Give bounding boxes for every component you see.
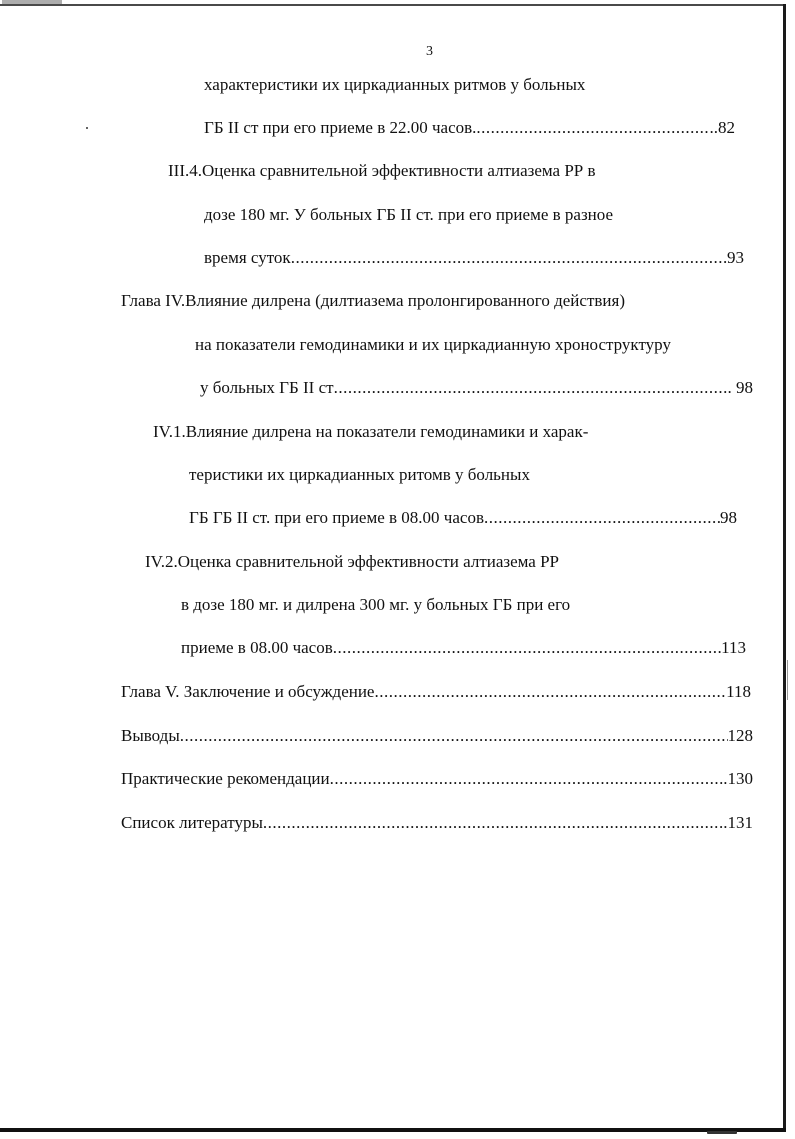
toc-entry-page: 118 [726, 682, 751, 701]
scan-artifact [787, 660, 788, 700]
toc-entry [121, 725, 753, 747]
page-number: 3 [426, 44, 433, 59]
toc-entry-text: IV.2.Оценка сравнительной эффективности алтиазема РР [145, 552, 559, 571]
toc-entry-text: ГБ II ст при его приеме в 22.00 часов. [204, 118, 477, 137]
scan-speck [707, 1131, 737, 1134]
toc-entry-text: III.4.Оценка сравнительной эффективности алтиазема РР в [168, 161, 596, 180]
toc-entry-page: . 98 [727, 378, 753, 397]
toc-entry-text: ГБ ГБ II ст. при его приеме в 08.00 часов [189, 508, 484, 527]
toc-entry-text: приеме в 08.00 часов [181, 638, 333, 657]
toc-entry [195, 334, 671, 356]
toc-entry [181, 637, 746, 659]
toc-entry [121, 681, 751, 703]
toc-entry-text: дозе 180 мг. У больных ГБ II ст. при его приеме в разное [204, 205, 614, 224]
toc-entry-page: 128 [727, 726, 753, 745]
toc-entry-page: 113 [721, 638, 746, 657]
toc-leader-dots [484, 507, 720, 529]
toc-entry-text: у больных ГБ II ст [200, 378, 334, 397]
toc-entry-text: Глава V. Заключение и обсуждение [121, 682, 375, 701]
toc-entry [189, 464, 530, 486]
toc-leader-dots [476, 117, 709, 139]
toc-entry-page: 98 [720, 508, 737, 527]
toc-entry [121, 768, 753, 790]
toc-entry [121, 812, 753, 834]
toc-entry [204, 204, 613, 226]
toc-leader-dots [180, 725, 728, 747]
toc-entry [121, 290, 625, 312]
toc-entry-page: ..131 [719, 813, 753, 832]
toc-entry-text: на показатели гемодинамики и их циркадианную хроноструктуру [195, 335, 671, 354]
toc-entry [153, 421, 588, 443]
toc-entry-text: в дозе 180 мг. и дилрена 300 мг. у больных ГБ при его [181, 595, 571, 614]
page-border-bottom [0, 1128, 786, 1132]
toc-leader-dots [291, 247, 727, 269]
toc-leader-dots [333, 637, 721, 659]
toc-leader-dots [334, 377, 728, 399]
toc-entry-page: ..82 [709, 118, 735, 137]
toc-entry-text: Глава IV.Влияние дилрена (дилтиазема пролонгированного действия) [121, 291, 625, 310]
page-border-top [0, 4, 784, 6]
toc-entry-text: IV.1.Влияние дилрена на показатели гемодинамики и харак- [153, 422, 589, 441]
toc-entry-text: теристики их циркадианных ритомв у больных [189, 465, 530, 484]
toc-entry-text: характеристики их циркадианных ритмов у больных [204, 75, 586, 94]
toc-entry [204, 117, 735, 139]
page-border-right [783, 4, 786, 1131]
toc-leader-dots [374, 681, 726, 703]
toc-entry [200, 377, 753, 399]
toc-entry [181, 594, 570, 616]
scan-speck [86, 127, 88, 129]
toc-entry-text: Список литературы [121, 813, 263, 832]
toc-entry-page: .130 [723, 769, 753, 788]
toc-entry [168, 160, 596, 182]
toc-entry [189, 507, 737, 529]
toc-leader-dots [263, 812, 719, 834]
toc-entry [204, 74, 585, 96]
toc-entry-text: Практические рекомендации [121, 769, 330, 788]
toc-entry [204, 247, 744, 269]
toc-entry-text: Выводы [121, 726, 180, 745]
toc-entry-page: 93 [727, 248, 744, 267]
toc-entry [145, 551, 559, 573]
toc-leader-dots [330, 768, 724, 790]
toc-entry-text: время суток [204, 248, 291, 267]
